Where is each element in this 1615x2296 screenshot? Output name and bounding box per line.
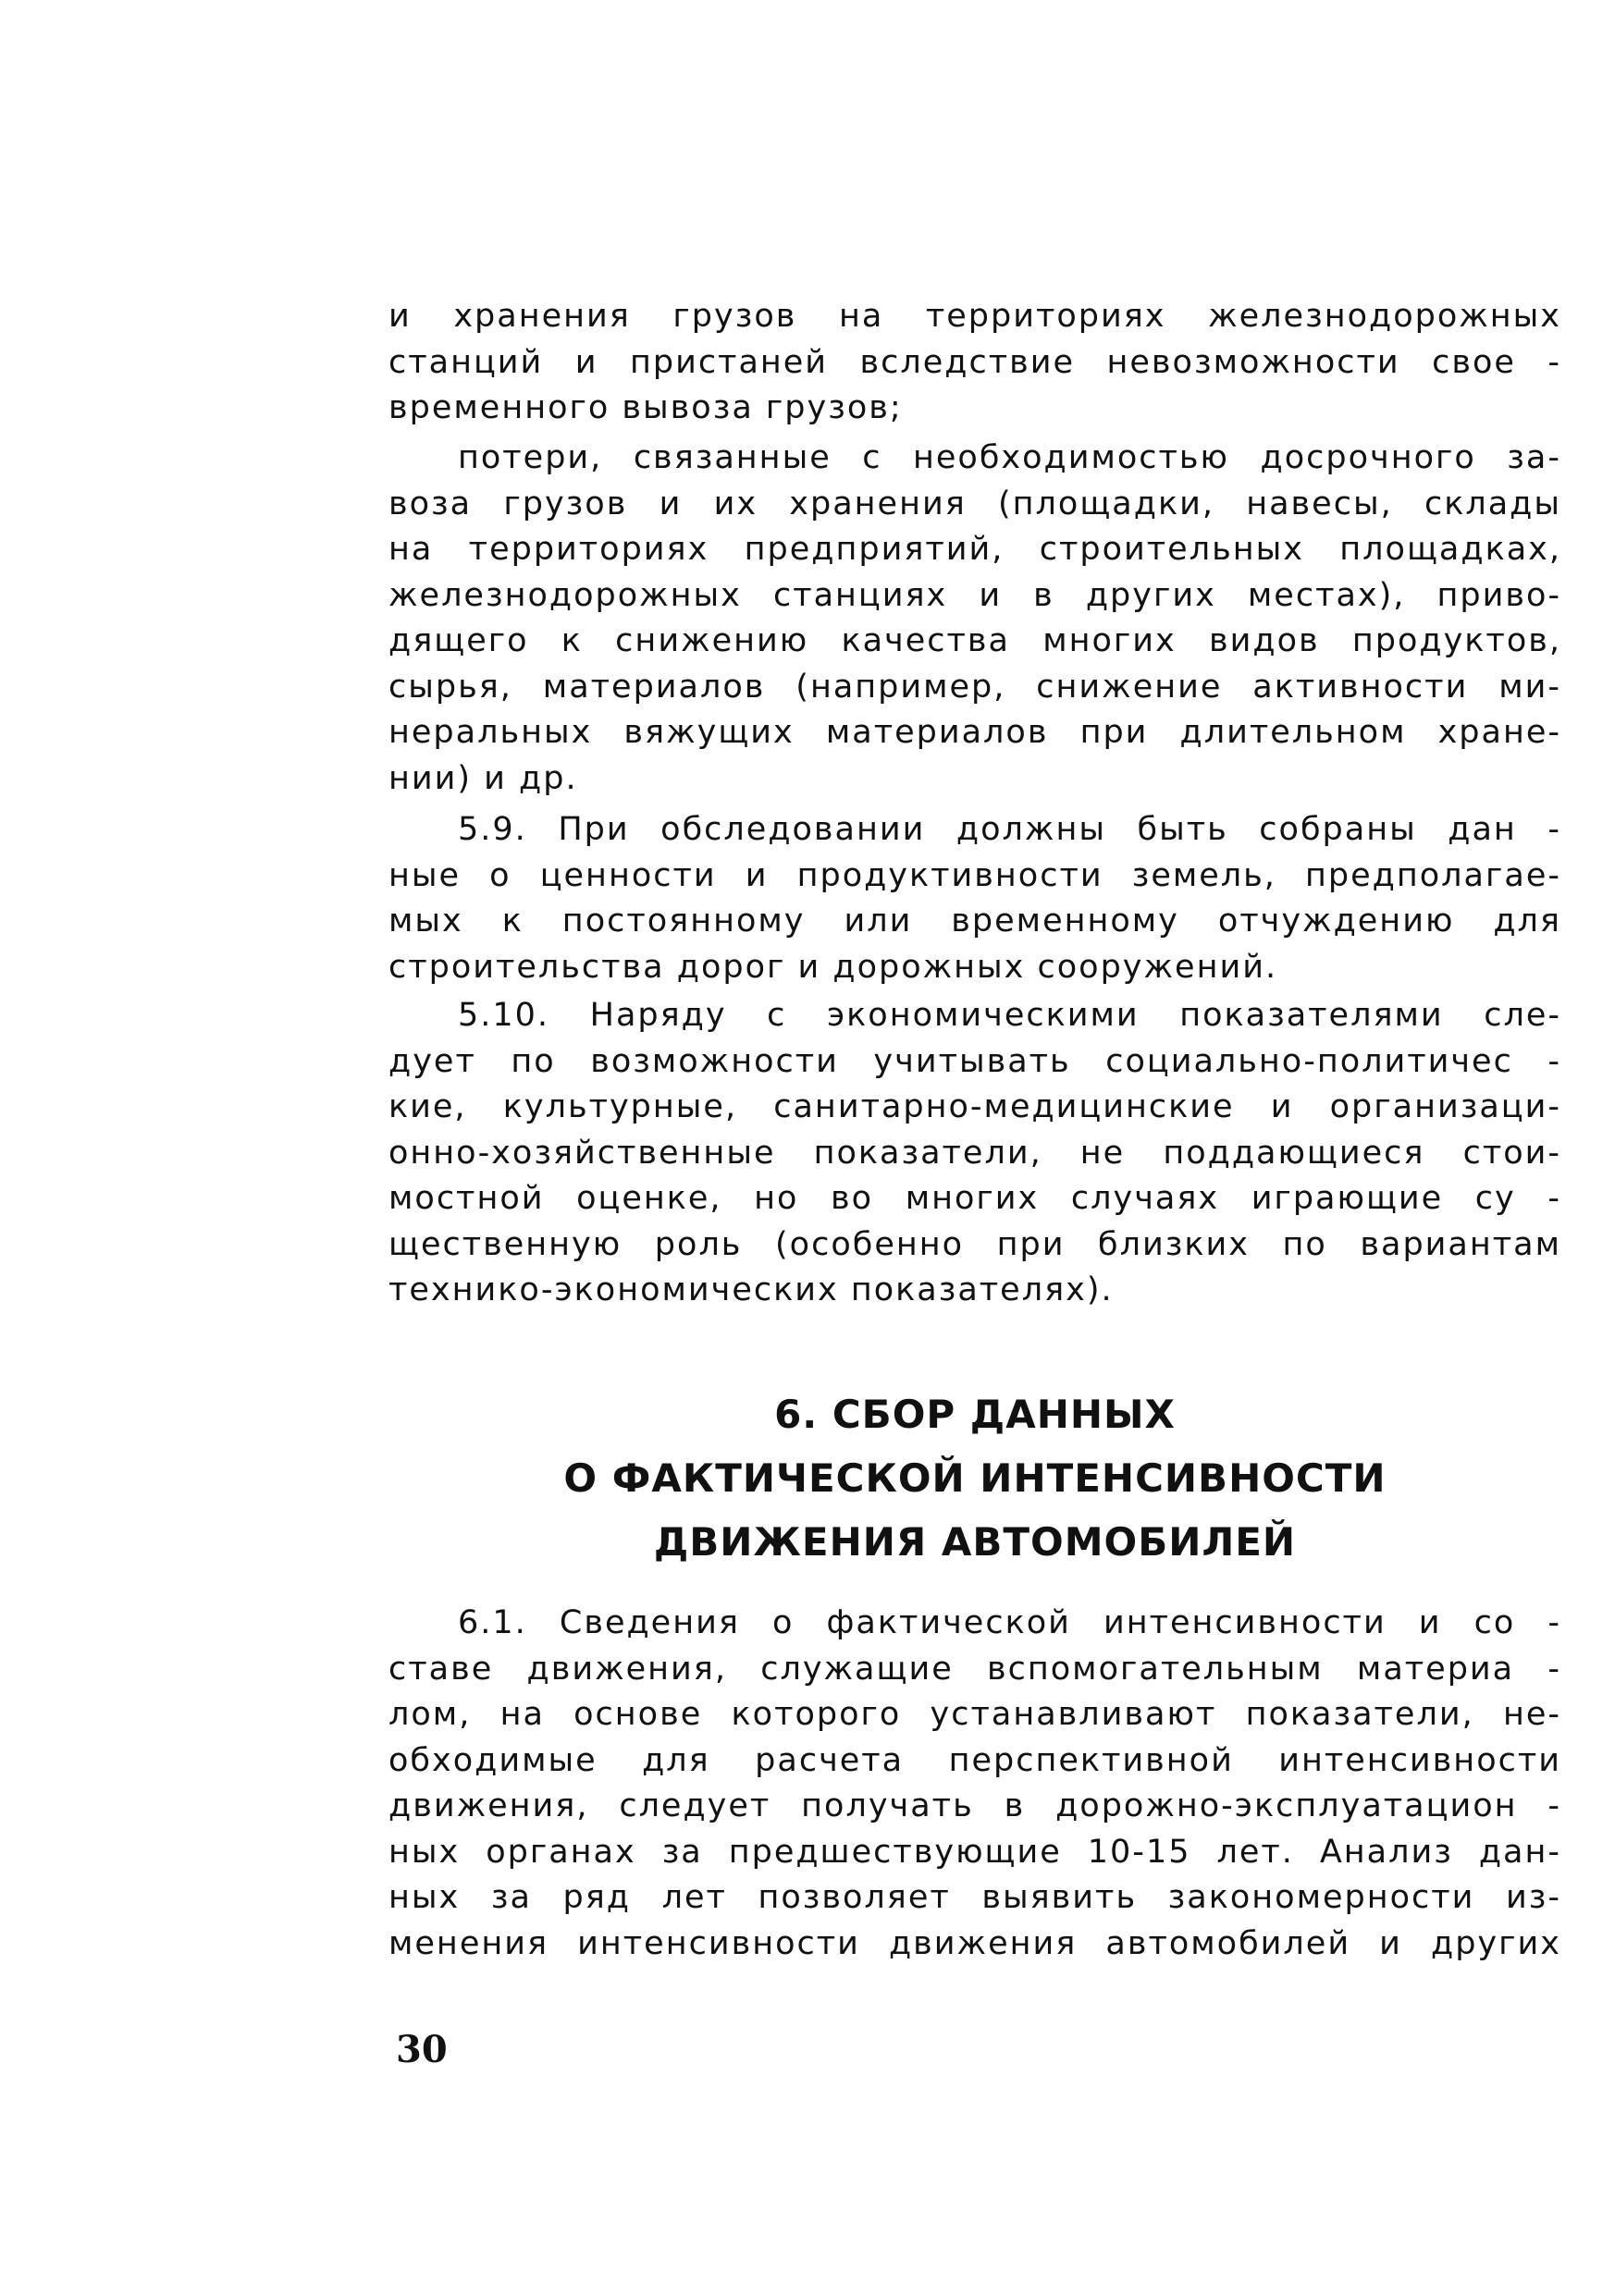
text-line: строительства дорог и дорожных сооружений. (388, 948, 1278, 986)
text-line: менения интенсивности движения автомобилей и других (388, 1924, 1561, 1962)
text-line: ные о ценности и продуктивности земель, предполагае- (388, 856, 1561, 894)
text-line: щественную роль (особенно при близких по вариантам (388, 1225, 1561, 1263)
text-line: ставе движения, служащие вспомогательным материа - (388, 1650, 1561, 1688)
top-paragraph (388, 294, 1561, 432)
text-line: железнодорожных станциях и в других местах), приво- (388, 576, 1561, 614)
heading-line: ДВИЖЕНИЯ АВТОМОБИЛЕЙ (653, 1519, 1297, 1565)
text-line: дует по возможности учитывать социально-политичес - (388, 1042, 1561, 1080)
text-line: мых к постоянному или временному отчуждению для (388, 902, 1561, 939)
text-line: движения, следует получать в дорожно-эксплуатацион - (388, 1787, 1561, 1824)
text-line: ных за ряд лет позволяет выявить закономерности из- (388, 1879, 1561, 1916)
text-line: 5.10. Наряду с экономическими показателями сле- (458, 997, 1561, 1034)
text-line: 5.9. При обследовании должны быть собраны дан - (458, 811, 1561, 848)
text-line: воза грузов и их хранения (площадки, навесы, склады (388, 485, 1561, 522)
heading-line: О ФАКТИЧЕСКОЙ ИНТЕНСИВНОСТИ (563, 1455, 1387, 1501)
text-line: 6.1. Сведения о фактической интенсивности и со - (458, 1604, 1561, 1641)
text-line: мостной оценке, но во многих случаях играющие су - (388, 1180, 1561, 1217)
text-line: онно-хозяйственные показатели, не поддающиеся стои- (388, 1134, 1561, 1172)
text-line: обходимые для расчета перспективной интенсивности (388, 1741, 1561, 1779)
page-number: 30 (396, 2028, 448, 2071)
section-heading (388, 1382, 1561, 1574)
section-5-10 (388, 993, 1561, 1314)
losses-paragraph (388, 436, 1561, 802)
text-line: лом, на основе которого устанавливают показатели, не- (388, 1696, 1561, 1733)
text-line: потери, связанные с необходимостью досрочного за- (458, 439, 1561, 476)
text-line: кие, культурные, санитарно-медицинские и организаци- (388, 1088, 1561, 1125)
text-line: дящего к снижению качества многих видов продуктов, (388, 622, 1561, 659)
text-line: на территориях предприятий, строительных площадках, (388, 531, 1561, 568)
text-line: станций и пристаней вследствие невозможности свое - (388, 343, 1561, 381)
section-5-9 (388, 807, 1561, 990)
section-6-1 (388, 1601, 1561, 1967)
text-line: нии) и др. (388, 759, 578, 797)
text-line: временного вывоза грузов; (388, 389, 903, 426)
text-line: технико-экономических показателях). (388, 1271, 1114, 1308)
heading-line: 6. СБОР ДАННЫХ (774, 1392, 1176, 1437)
text-line: неральных вяжущих материалов при длительном хране- (388, 714, 1561, 751)
text-line: сырья, материалов (например, снижение активности ми- (388, 668, 1561, 706)
text-line: ных органах за предшествующие 10-15 лет. Анализ дан- (388, 1833, 1561, 1871)
text-line: и хранения грузов на территориях железнодорожных (388, 298, 1561, 335)
